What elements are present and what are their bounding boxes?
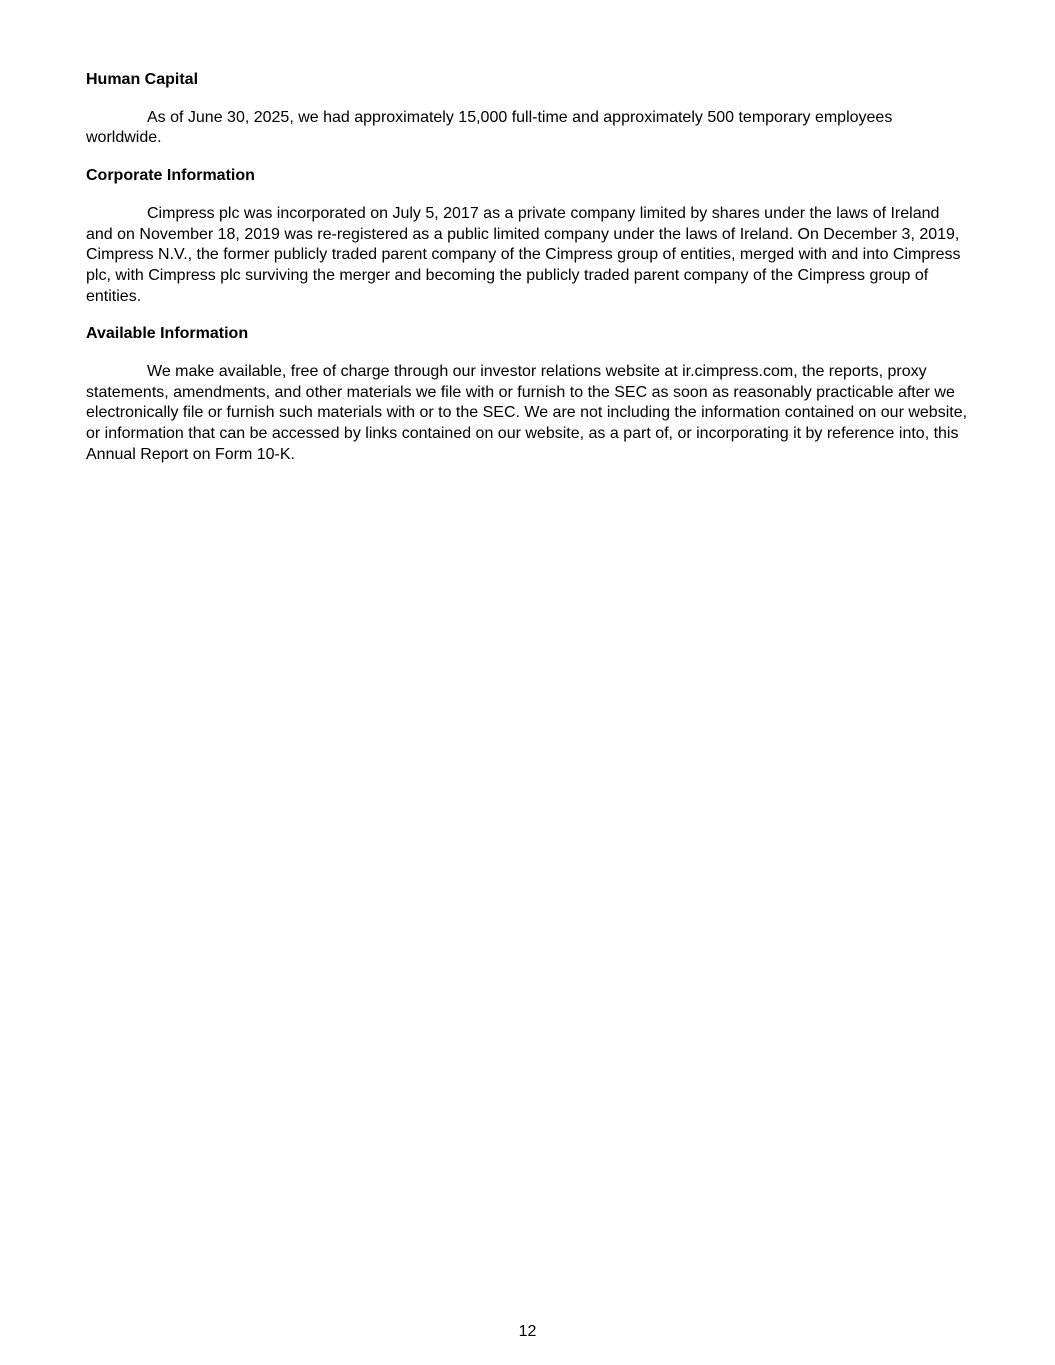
section-human-capital [86, 70, 970, 149]
section-heading: Human Capital [86, 71, 199, 88]
section-available-information [86, 324, 970, 465]
section-corporate-information [86, 166, 970, 307]
section-paragraph: Cimpress plc was incorporated on July 5, 2017 as a private company limited by shares under the laws of Ireland and on November 18, 2019 was re-registered as a public limited company under the laws of Ireland. On December 3, 2019, Cimpress N.V., the former publicly traded parent company of the Cimpress group of entities, merged with and into Cimpress plc, with Cimpress plc surviving the merger and becoming the publicly traded parent company of the Cimpress group of entities. [86, 204, 961, 305]
section-heading: Available Information [86, 325, 249, 343]
document-body [86, 70, 970, 483]
section-paragraph: We make available, free of charge through our investor relations website at ir.cimpress.com, the reports, proxy statements, amendments, and other materials we file with or furnish to the SEC as soon as reasonably practicable after we electronically file or furnish such materials with or to the SEC. We are not including the information contained on our website, or information that can be accessed by links contained on our website, as a part of, or incorporating it by reference into, this Annual Report on Form 10-K. [86, 363, 968, 463]
page-number: 12 [518, 1323, 537, 1340]
section-paragraph: As of June 30, 2025, we had approximately 15,000 full-time and approximately 500 temporary employees worldwide. [86, 108, 893, 147]
section-heading: Corporate Information [86, 167, 255, 185]
